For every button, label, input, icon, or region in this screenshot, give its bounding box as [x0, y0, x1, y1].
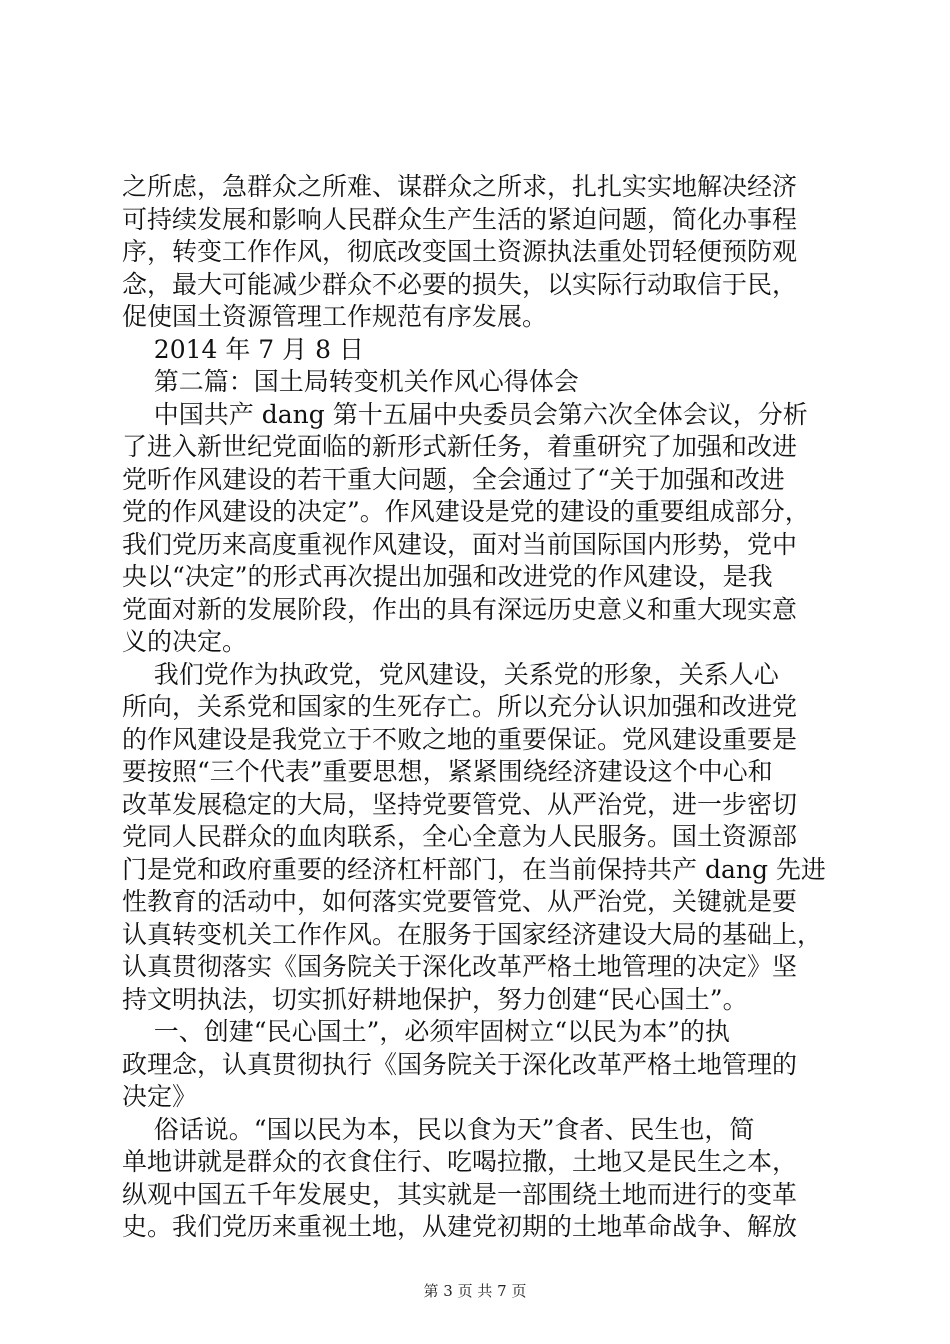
text-line: 2014 年 7 月 8 日: [122, 334, 364, 364]
text-line: 门是党和政府重要的经济杠杆部门，在当前保持共产 dang 先进: [122, 854, 826, 884]
text-line: 第二篇：国土局转变机关作风心得体会: [122, 367, 579, 396]
text-line: 促使国土资源管理工作规范有序发展。: [122, 302, 548, 331]
text-line: 性教育的活动中，如何落实党要管党、从严治党，关键就是要: [122, 887, 798, 916]
text-line: 所向，关系党和国家的生死存亡。所以充分认识加强和改进党: [122, 692, 798, 721]
text-line: 一、创建“民心国土”，必须牢固树立“以民为本”的执: [122, 1017, 730, 1046]
text-line: 党同人民群众的血肉联系，全心全意为人民服务。国土资源部: [122, 822, 798, 851]
text-line: 纵观中国五千年发展史，其实就是一部围绕土地而进行的变革: [122, 1179, 798, 1209]
text-line: 的作风建设是我党立于不败之地的重要保证。党风建设重要是: [122, 724, 798, 754]
text-line: 政理念，认真贯彻执行《国务院关于深化改革严格土地管理的: [122, 1049, 798, 1079]
document-body: [122, 171, 836, 1244]
text-line: 改革发展稳定的大局，坚持党要管党、从严治党，进一步密切: [122, 789, 798, 819]
text-line: 央以“决定”的形式再次提出加强和改进党的作风建设，是我: [122, 562, 773, 591]
text-line: 党听作风建设的若干重大问题，全会通过了“关于加强和改进: [122, 464, 785, 494]
text-line: 念，最大可能减少群众不必要的损失，以实际行动取信于民，: [122, 269, 798, 299]
text-line: 序，转变工作作风，彻底改变国土资源执法重处罚轻便预防观: [122, 237, 798, 266]
text-line: 义的决定。: [122, 627, 248, 656]
text-line: 史。我们党历来重视土地，从建党初期的土地革命战争、解放: [122, 1212, 798, 1241]
text-line: 我们党作为执政党，党风建设，关系党的形象，关系人心: [122, 659, 779, 689]
text-line: 可持续发展和影响人民群众生产生活的紧迫问题，简化办事程: [122, 204, 798, 234]
text-line: 党面对新的发展阶段，作出的具有深远历史意义和重大现实意: [122, 594, 798, 624]
text-line: 了进入新世纪党面临的新形式新任务，着重研究了加强和改进: [122, 432, 798, 461]
text-line: 俗话说。“国以民为本，民以食为天”食者、民生也，简: [122, 1114, 755, 1144]
text-line: 党的作风建设的决定”。作风建设是党的建设的重要组成部分，: [122, 497, 810, 526]
text-line: 决定》: [122, 1082, 198, 1111]
text-line: 认真转变机关工作作风。在服务于国家经济建设大局的基础上，: [122, 919, 823, 949]
page-footer: 第 3 页 共 7 页: [423, 1282, 527, 1300]
text-line: 认真贯彻落实《国务院关于深化改革严格土地管理的决定》坚: [122, 952, 798, 981]
text-line: 单地讲就是群众的衣食住行、吃喝拉撒，土地又是民生之本，: [122, 1147, 798, 1176]
text-line: 之所虑，急群众之所难、谋群众之所求，扎扎实实地解决经济: [122, 172, 798, 201]
text-line: 中国共产 dang 第十五届中央委员会第六次全体会议，分析: [122, 399, 808, 429]
text-line: 我们党历来高度重视作风建设，面对当前国际国内形势，党中: [122, 529, 798, 559]
text-line: 持文明执法，切实抓好耕地保护，努力创建“民心国土”。: [122, 984, 748, 1014]
text-line: 要按照“三个代表”重要思想，紧紧围绕经济建设这个中心和: [122, 757, 773, 786]
